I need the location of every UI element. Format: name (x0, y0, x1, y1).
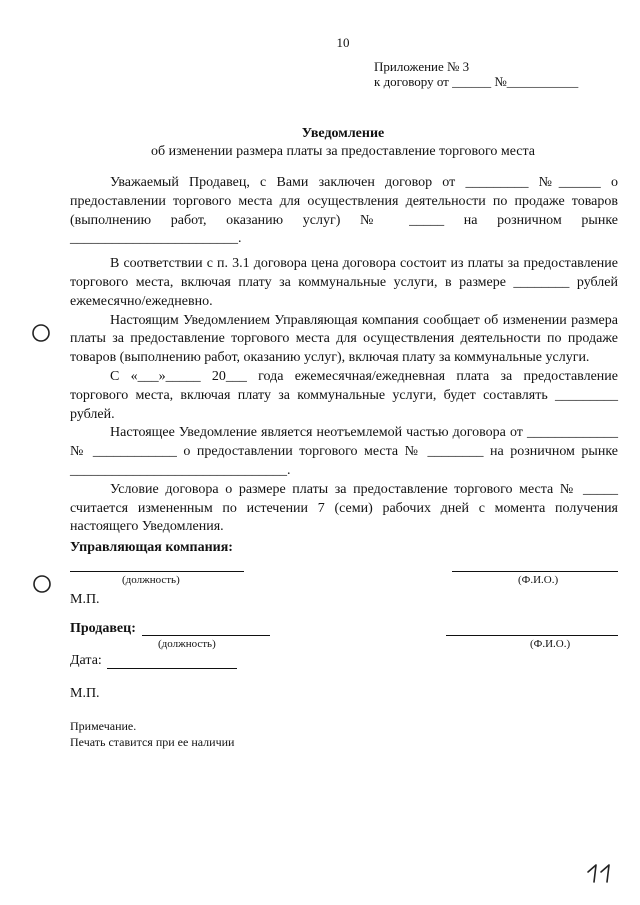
binder-hole-icon (32, 574, 52, 594)
seller-position-label: (должность) (158, 638, 216, 650)
paragraph-price: В соответствии с п. 3.1 договора цена договора состоит из платы за предоставление торгового места, включая плату за коммунальные услуги, в размере ________ рублей ежемесячно/ежедневно. (70, 256, 618, 309)
seller-stamp: М.П. (70, 686, 100, 701)
seller-position-line (142, 635, 270, 636)
management-position-label: (должность) (122, 574, 180, 586)
management-stamp: М.П. (70, 592, 100, 607)
management-fio-line (452, 571, 618, 572)
paragraph-contract: Уважаемый Продавец, с Вами заключен договор от _________ №______ о предоставлении торгового места для осуществления деятельности по продаже товаров (выполнению работ, оказанию услуг) № _____ на розничном рынке ________________________. (70, 175, 618, 247)
seller-heading: Продавец: (70, 621, 136, 636)
page-number: 10 (336, 35, 350, 50)
paragraph-integral-part: Настоящее Уведомление является неотъемлемой частью договора от _____________ № ____________ о предоставлении торгового места № ________ на розничном рынке _______________________________. (70, 425, 618, 478)
appendix-line-2: к договору от ______ №___________ (374, 74, 579, 89)
seller-fio-label: (Ф.И.О.) (530, 638, 571, 650)
management-heading: Управляющая компания: (70, 540, 233, 555)
document-subtitle: об изменении размера платы за предоставление торгового места (150, 144, 536, 159)
seller-date-line (107, 668, 237, 669)
notice-body (70, 174, 618, 537)
paragraph-effective: Условие договора о размере платы за предоставление торгового места № _____ считается измененным по истечении 7 (семи) рабочих дней с момента получения настоящего Уведомления. (70, 481, 618, 535)
binder-hole-icon (31, 323, 51, 343)
note-title: Примечание. (70, 719, 137, 733)
handwritten-page-number-icon (584, 862, 618, 884)
note-text: Печать ставится при ее наличии (70, 735, 235, 749)
management-position-line (70, 571, 244, 572)
document-title: Уведомление (301, 126, 385, 141)
appendix-line-1: Приложение № 3 (374, 59, 470, 74)
management-fio-label: (Ф.И.О.) (518, 574, 559, 586)
paragraph-notice: Настоящим Уведомлением Управляющая компания сообщает об изменении размера платы за предоставление торгового места для осуществления деятельности по продаже товаров (выполнению работ, оказанию услуг), включая плату за коммунальные услуги. (70, 312, 618, 366)
paragraph-new-fee: С «___»_____ 20___ года ежемесячная/ежедневная плата за предоставление торгового места, включая плату за коммунальные услуги, будет составлять _________ рублей. (70, 368, 618, 422)
seller-date-label: Дата: (70, 653, 102, 668)
seller-fio-line (446, 635, 618, 636)
